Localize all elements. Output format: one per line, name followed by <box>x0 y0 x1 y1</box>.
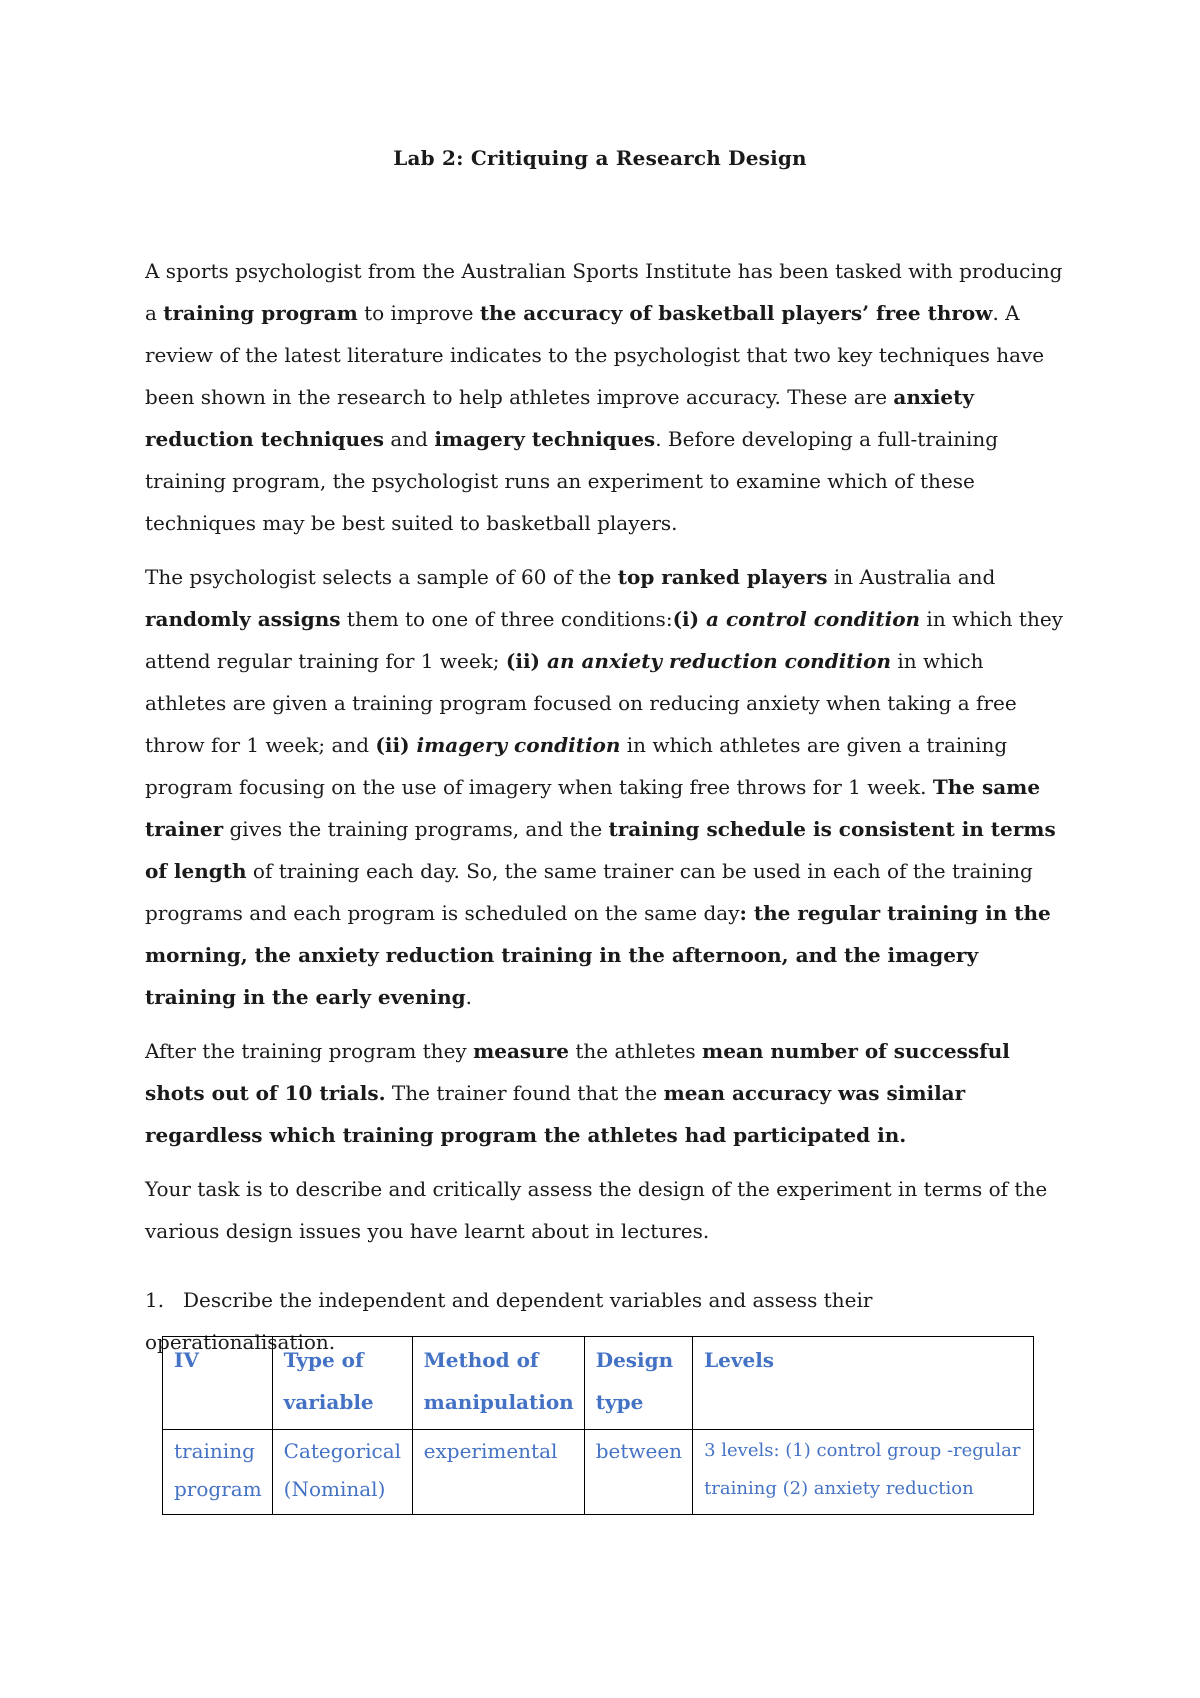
table-cell: Categorical (Nominal) <box>272 1430 412 1515</box>
text-run: . <box>465 985 473 1009</box>
bold-italic-run: imagery condition <box>409 733 621 757</box>
bold-run: The same trainer <box>145 775 1041 841</box>
table-header: Method of manipulation <box>412 1337 584 1430</box>
text-run: and <box>383 427 435 451</box>
table-header: Type of variable <box>272 1337 412 1430</box>
text-run: in Australia and <box>827 565 996 589</box>
text-run: The trainer found that the <box>385 1081 664 1105</box>
paragraph-intro <box>145 250 1065 544</box>
bold-run: (ii) <box>375 733 410 757</box>
text-run: in which athletes are given a training program focused on reducing anxiety when taking a free throw for 1 week; and <box>145 649 1017 757</box>
bold-run: randomly assigns <box>145 607 341 631</box>
bold-run: : the regular training in the morning, the anxiety reduction training in the afternoon, and the imagery training in the early evening <box>145 901 1051 1009</box>
bold-run: (ii) <box>505 649 541 673</box>
table-header: Design type <box>584 1337 692 1430</box>
text-run: to improve <box>357 301 480 325</box>
bold-run: measure <box>473 1039 569 1063</box>
table-header: Levels <box>693 1337 1034 1430</box>
question-text: Describe the independent and dependent variables and assess their operationalisation. <box>145 1288 873 1354</box>
text-run: in which they attend regular training for 1 week; <box>145 607 1063 673</box>
text-run: the athletes <box>568 1039 703 1063</box>
text-run: them to one of three conditions: <box>340 607 673 631</box>
text-run: gives the training programs, and the <box>223 817 609 841</box>
table-cell: between <box>584 1430 692 1515</box>
bold-run: training schedule is consistent in terms of length <box>145 817 1056 883</box>
table-cell: 3 levels: (1) control group -regular training (2) anxiety reduction <box>693 1430 1034 1515</box>
bold-run: mean accuracy was similar regardless which training program the athletes had participated in. <box>145 1081 966 1147</box>
page-title: Lab 2: Critiquing a Research Design <box>393 146 807 170</box>
text-run: . A review of the latest literature indicates to the psychologist that two key techniques have been shown in the research to help athletes improve accuracy. These are <box>145 301 1045 409</box>
question-number: 1. <box>145 1288 165 1312</box>
text-run: . Before developing a full-training training program, the psychologist runs an experiment to examine which of these techniques may be best suited to basketball players. <box>145 427 999 535</box>
paragraph-results <box>145 1030 1065 1156</box>
paragraph-task: Your task is to describe and critically assess the design of the experiment in terms of the various design issues you have learnt about in lectures. <box>145 1177 1048 1243</box>
bold-italic-run: a control condition <box>699 607 921 631</box>
table-header: IV <box>163 1337 273 1430</box>
text-run: A sports psychologist from the Australian Sports Institute has been tasked with producing a <box>145 259 1063 325</box>
table-cell: training program <box>163 1430 273 1515</box>
bold-run: imagery techniques <box>434 427 656 451</box>
text-run: After the training program they <box>145 1039 474 1063</box>
bold-run: anxiety reduction techniques <box>145 385 975 451</box>
table-cell: experimental <box>412 1430 584 1515</box>
text-run: of training each day. So, the same trainer can be used in each of the training programs and each program is scheduled on the same day <box>145 859 1033 925</box>
bold-run: the accuracy of basketball players’ free throw <box>479 301 993 325</box>
bold-run: training program <box>163 301 358 325</box>
bold-run: (i) <box>672 607 700 631</box>
text-run: The psychologist selects a sample of 60 of the <box>145 565 618 589</box>
table-header-row <box>163 1337 1034 1430</box>
bold-run: mean number of successful shots out of 10 trials. <box>145 1039 1010 1105</box>
iv-table <box>162 1336 1034 1515</box>
table-row <box>163 1430 1034 1515</box>
document-body <box>145 250 1065 1264</box>
text-run: in which athletes are given a training program focusing on the use of imagery when taking free throws for 1 week. <box>145 733 1008 799</box>
paragraph-method <box>145 556 1065 1018</box>
bold-run: top ranked players <box>617 565 828 589</box>
bold-italic-run: an anxiety reduction condition <box>540 649 892 673</box>
